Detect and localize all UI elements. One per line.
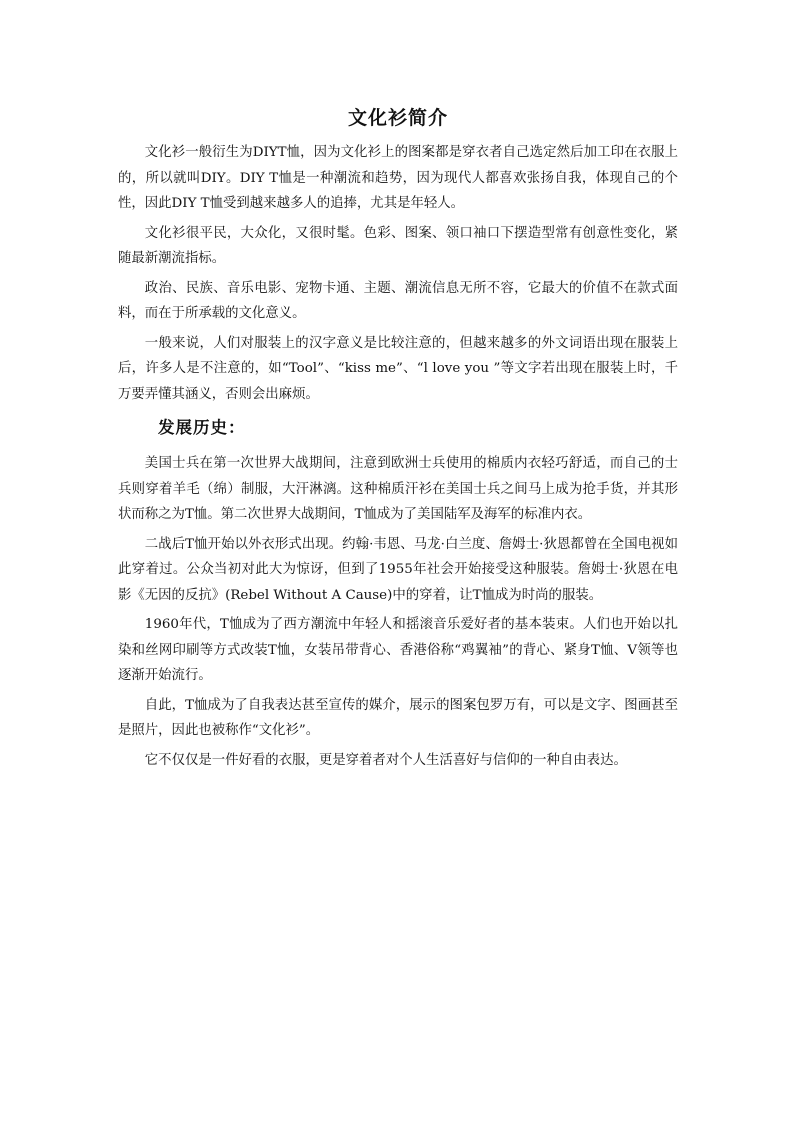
- history-paragraph: 它不仅仅是一件好看的衣服，更是穿着者对个人生活喜好与信仰的一种自由表达。: [144, 752, 627, 768]
- intro-paragraph: 文化衫一般衍生为DIYT恤，因为文化衫上的图案都是穿衣者自己选定然后加工印在衣服上的，所以就叫DIY。DIY T恤是一种潮流和趋势，因为现代人都喜欢张扬自我，体现自己的个性，因此DIY T恤受到越来越多人的追捧，尤其是年轻人。: [118, 145, 678, 211]
- intro-paragraph: 文化衫很平民，大众化，又很时髦。色彩、图案、领口袖口下摆造型常有创意性变化，紧随最新潮流指标。: [118, 225, 678, 266]
- intro-paragraph: 一般来说，人们对服装上的汉字意义是比较注意的，但越来越多的外文词语出现在服装上后，许多人是不注意的，如“Tool”、“kiss me”、“l love you ”等文字若出现在服装上时，千万要弄懂其涵义，否则会出麻烦。: [118, 335, 678, 402]
- intro-paragraph: 政治、民族、音乐电影、宠物卡通、主题、潮流信息无所不容，它最大的价值不在款式面料，而在于所承载的文化意义。: [118, 280, 678, 321]
- document-body: [118, 104, 678, 777]
- history-paragraph: 二战后T恤开始以外衣形式出现。约翰·韦恩、马龙·白兰度、詹姆士·狄恩都曾在全国电视如此穿着过。公众当初对此大为惊讶，但到了1955年社会开始接受这种服装。詹姆士·狄恩在电影《无因的反抗》(Rebel Without A Cause)中的穿着，让T恤成为时尚的服装。: [118, 536, 678, 603]
- history-heading: 发展历史：: [158, 418, 246, 437]
- history-paragraph: 美国士兵在第一次世界大战期间，注意到欧洲士兵使用的棉质内衣轻巧舒适，而自己的士兵则穿着羊毛（绵）制服，大汗淋漓。这种棉质汗衫在美国士兵之间马上成为抢手货，并其形状而称之为T恤。第二次世界大战期间，T恤成为了美国陆军及海军的标准内衣。: [118, 456, 678, 522]
- history-paragraph: 自此，T恤成为了自我表达甚至宣传的媒介，展示的图案包罗万有，可以是文字、图画甚至是照片，因此也被称作“文化衫”。: [118, 697, 678, 738]
- history-paragraph: 1960年代，T恤成为了西方潮流中年轻人和摇滚音乐爱好者的基本装束。人们也开始以扎染和丝网印刷等方式改装T恤，女装吊带背心、香港俗称“鸡翼袖”的背心、紧身T恤、V领等也逐渐开始流行。: [118, 617, 678, 683]
- page-title: 文化衫简介: [347, 107, 448, 129]
